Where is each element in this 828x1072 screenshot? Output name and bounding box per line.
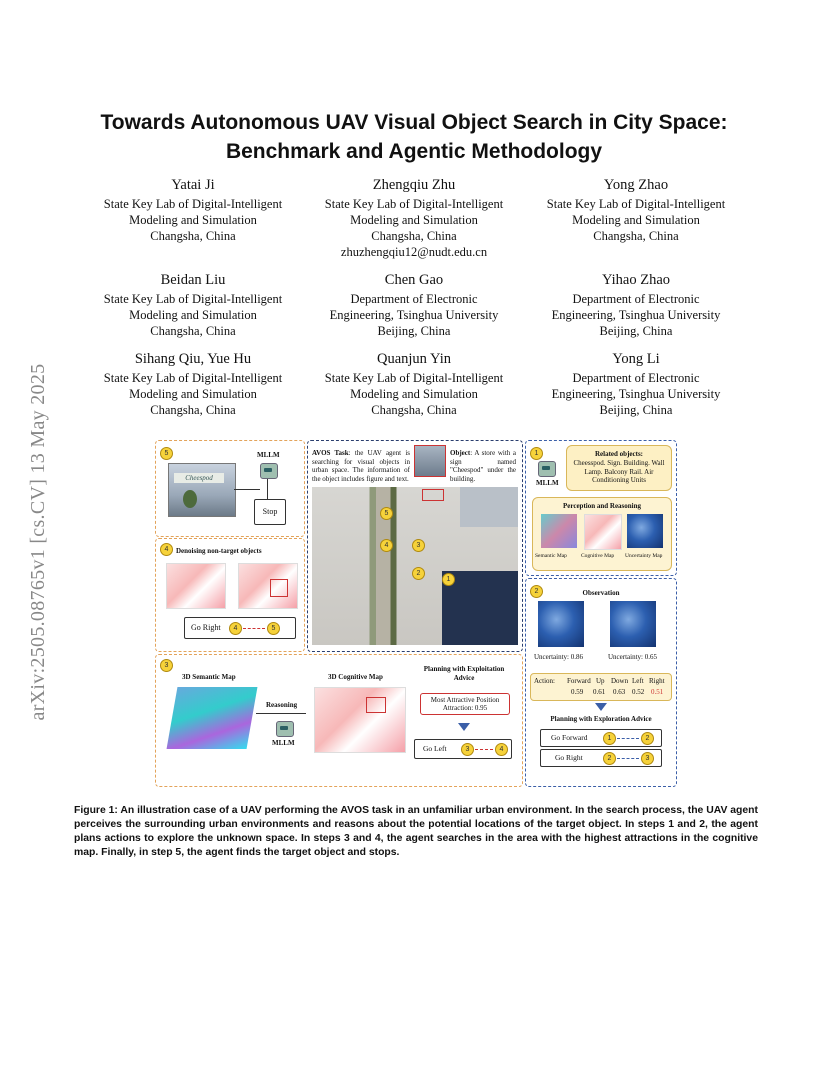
title-line-2: Benchmark and Agentic Methodology [225,140,603,163]
step-4-marker: 4 [229,622,242,635]
target-highlight-box [422,489,444,501]
action-header-down: Down [611,677,629,685]
action-header-label: Action: [534,677,555,685]
cognitive-map-label: Cognitive Map [581,553,615,559]
author-name: Yong Zhao [603,177,669,193]
step-5-marker: 5 [267,622,280,635]
action-value-right: 0.51 [651,688,664,696]
related-title: Related objects: [594,450,643,458]
author-block [78,271,308,339]
related-objects-bubble [566,445,672,491]
author-email: zhuzhengqiu12@nudt.edu.cn [340,245,488,259]
stop-box: Stop [254,499,286,525]
exploration-title: Planning with Exploration Advice [550,715,652,723]
panel-step4 [155,538,305,652]
action-value-up: 0.61 [593,688,606,696]
cognitive-map-thumb [584,514,622,550]
action-table [530,673,672,701]
avos-task-text [312,449,410,483]
avos-task-bold: AVOS Task [312,449,349,457]
author-affiliation: Modeling and Simulation [129,213,257,227]
step-3-marker: 3 [641,752,654,765]
author-name: Chen Gao [384,272,444,288]
step-5-marker: 5 [380,507,393,520]
panel-aerial-view [307,440,523,652]
author-affiliation: Beijing, China [599,403,673,417]
highlight-box [270,579,288,597]
mllm-label: MLLM [536,479,559,487]
go-forward-box [540,729,662,747]
author-affiliation: Modeling and Simulation [129,387,257,401]
step-1-marker: 1 [603,732,616,745]
author-affiliation: Beijing, China [377,324,451,338]
related-text: Cheesspod. Sign. Building. Wall Lamp. Balcony Rail. Air Conditioning Units [573,459,665,484]
author-affiliation: Department of Electronic [572,371,700,385]
action-header-right: Right [649,677,665,685]
author-name: Yong Li [612,351,660,367]
connector-line [267,479,268,499]
semantic-map-label: Semantic Map [535,553,567,559]
target-object-image [414,445,446,477]
storefront-sign: Cheespod [174,473,224,483]
author-affiliation: State Key Lab of Digital-Intelligent [324,197,504,211]
paper-title [0,108,828,166]
author-name: Yihao Zhao [601,272,671,288]
observation-cube-right [610,601,656,647]
down-arrow-icon [458,723,470,731]
dashed-arrow [617,758,639,759]
heatmap-after [238,563,298,609]
panel-step1 [525,440,677,576]
attraction-line-1: Most Attractive Position [430,696,500,704]
mllm-label: MLLM [272,739,295,747]
step-3-marker: 3 [412,539,425,552]
step-2-marker: 2 [603,752,616,765]
author-affiliation: Modeling and Simulation [350,387,478,401]
step-3-marker: 3 [461,743,474,756]
panel-step2 [525,578,677,787]
action-header-up: Up [596,677,605,685]
author-affiliation: Changsha, China [371,403,457,417]
author-affiliation: Engineering, Tsinghua University [329,308,499,322]
author-affiliation: Changsha, China [593,229,679,243]
author-name: Beidan Liu [160,272,226,288]
author-name: Quanjun Yin [377,351,451,367]
author-affiliation: Changsha, China [150,403,236,417]
author-affiliation: Changsha, China [150,324,236,338]
author-affiliation: State Key Lab of Digital-Intelligent [103,197,283,211]
robot-icon [538,461,556,477]
object-text [450,449,516,483]
action-box [184,617,296,639]
author-block [78,176,308,244]
step-5-marker: 5 [160,447,173,460]
go-right-label: Go Right [555,753,583,762]
author-affiliation: Modeling and Simulation [350,213,478,227]
step-4-marker: 4 [380,539,393,552]
author-affiliation: Department of Electronic [572,292,700,306]
author-affiliation: Modeling and Simulation [572,213,700,227]
step-4-marker: 4 [160,543,173,556]
author-name: Sihang Qiu, Yue Hu [134,351,252,367]
aerial-map-image [312,487,518,645]
dashed-arrow [617,738,639,739]
observation-title: Observation [582,589,620,597]
action-header-forward: Forward [567,677,591,685]
panel-step3 [155,654,523,787]
step-1-marker: 1 [442,573,455,586]
step-3-marker: 3 [160,659,173,672]
author-name: Zhengqiu Zhu [372,177,456,193]
perception-box [532,497,672,571]
highlight-box [366,697,386,713]
action-value-down: 0.63 [613,688,626,696]
reasoning-label: Reasoning [266,701,298,709]
action-value-left: 0.52 [632,688,645,696]
title-line-1: Towards Autonomous UAV Visual Object Search in City Space: [100,111,728,134]
go-left-label: Go Left [423,744,447,753]
action-header-left: Left [632,677,644,685]
exploitation-title: Planning with Exploitation Advice [423,665,505,682]
perception-title: Perception and Reasoning [562,502,642,510]
semantic-map-thumb [541,514,577,548]
step-4-marker: 4 [495,743,508,756]
object-bold: Object [450,449,471,457]
go-forward-label: Go Forward [551,733,588,742]
author-affiliation: State Key Lab of Digital-Intelligent [103,371,283,385]
attraction-box [420,693,510,715]
heatmap-before [166,563,226,609]
semantic-map-3d-image [167,687,258,749]
step-2-marker: 2 [530,585,543,598]
uncertainty-left: Uncertainty: 0.86 [534,653,583,661]
uncertainty-map-thumb [627,514,663,548]
author-block [521,350,751,418]
author-affiliation: Changsha, China [150,229,236,243]
author-affiliation: State Key Lab of Digital-Intelligent [103,292,283,306]
author-affiliation: Department of Electronic [350,292,478,306]
figure-caption: Figure 1: An illustration case of a UAV performing the AVOS task in an unfamiliar urban environment. In the search process, the UAV agent perceives the surrounding urban environments and reasons about the potential locations of the target object. In steps 1 and 2, the agent plans actions to explore the unknown space. In steps 3 and 4, the agent searches in the area with the highest attractions in the cognitive map. Finally, in step 5, the agent finds the target object and stops. [74,805,758,858]
connector-line [234,489,260,490]
author-affiliation: Engineering, Tsinghua University [551,387,721,401]
author-affiliation: Modeling and Simulation [129,308,257,322]
tree-shape [183,490,197,508]
step-1-marker: 1 [530,447,543,460]
attraction-line-2: Attraction: 0.95 [442,704,488,712]
author-block [299,350,529,418]
dashed-arrow [475,749,493,750]
robot-icon [276,721,294,737]
author-affiliation: Engineering, Tsinghua University [551,308,721,322]
arxiv-side-label: arXiv:2505.08765v1 [cs.CV] 13 May 2025 [27,363,49,721]
mllm-label: MLLM [257,451,280,459]
author-block [521,176,751,244]
author-affiliation: State Key Lab of Digital-Intelligent [546,197,726,211]
cognitive-map-3d-image [314,687,406,753]
author-block [299,176,529,260]
author-block [299,271,529,339]
go-left-box [414,739,512,759]
cognitive-map-3d-label: 3D Cognitive Map [328,673,383,681]
uncertainty-map-label: Uncertainty Map [625,553,663,559]
author-affiliation: Beijing, China [599,324,673,338]
storefront-image [168,463,236,517]
author-affiliation: State Key Lab of Digital-Intelligent [324,371,504,385]
reasoning-arrow [256,713,306,714]
go-right-box [540,749,662,767]
down-arrow-icon [595,703,607,711]
author-name: Yatai Ji [171,177,215,193]
action-value-forward: 0.59 [571,688,584,696]
author-affiliation: Changsha, China [371,229,457,243]
building-shape [460,487,518,527]
semantic-map-3d-label: 3D Semantic Map [182,673,236,681]
step-2-marker: 2 [412,567,425,580]
step-2-marker: 2 [641,732,654,745]
go-right-label: Go Right [191,623,221,632]
figure-1 [155,440,675,785]
avos-task-desc: : the UAV agent is searching for visual objects in urban space. The information of the object includes figure and text. [312,449,410,483]
uncertainty-right: Uncertainty: 0.65 [608,653,657,661]
dashed-arrow [243,628,265,629]
panel-step5 [155,440,305,537]
denoise-title: Denoising non-target objects [176,547,262,555]
author-block [78,350,308,418]
object-desc: : A store with a sign named "Cheespod" under the building. [450,449,516,483]
author-block [521,271,751,339]
robot-icon [260,463,278,479]
observation-cube-left [538,601,584,647]
